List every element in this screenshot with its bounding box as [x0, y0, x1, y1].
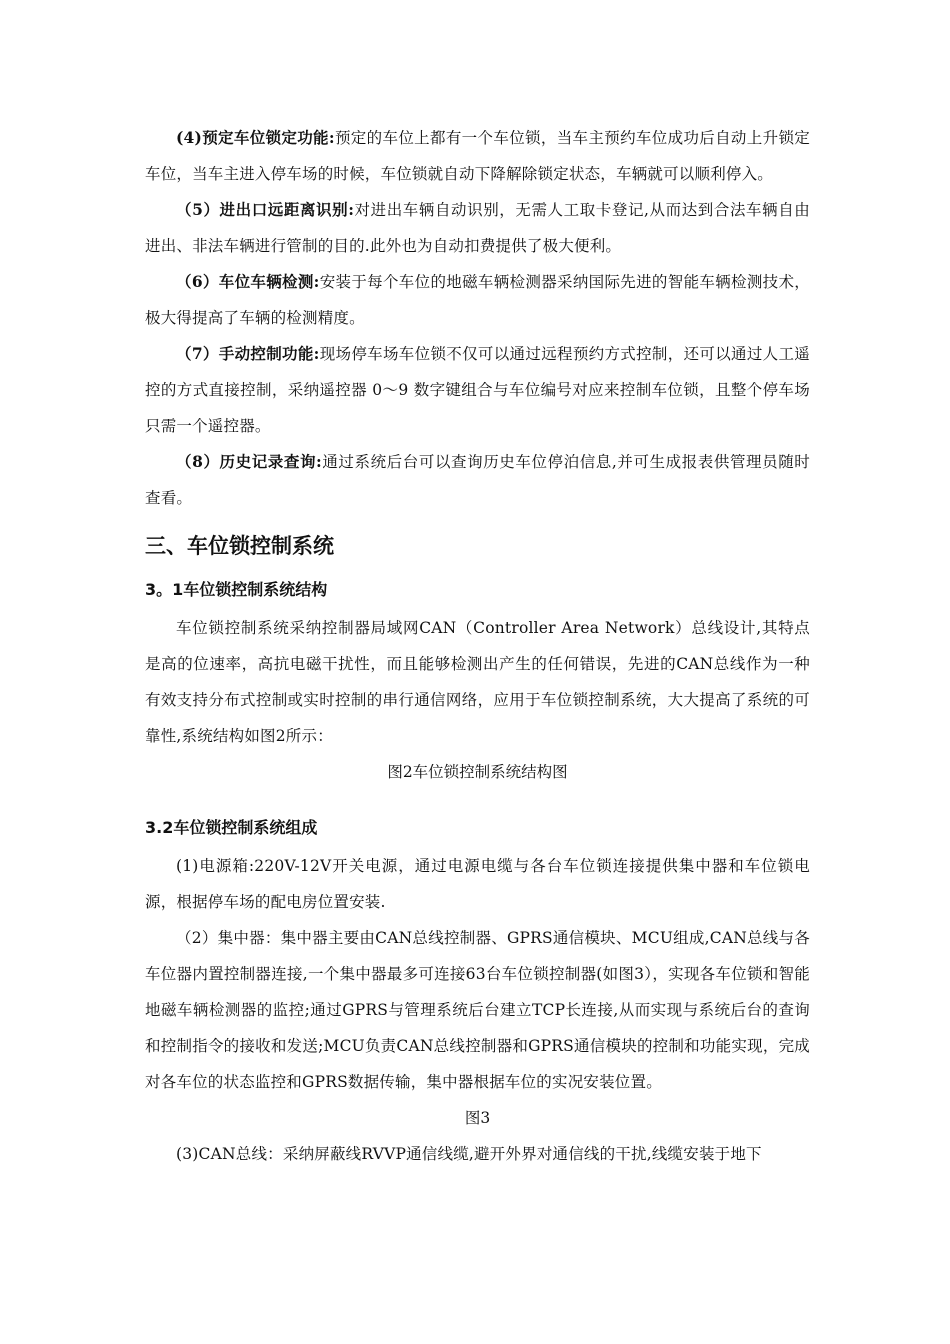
paragraph-system-structure: 车位锁控制系统采纳控制器局域网CAN（Controller Area Network）总线设计,其特点是高的位速率，高抗电磁干扰性，而且能够检测出产生的任何错误，先进的CAN总线作为一种有效支持分布式控制或实时控制的串行通信网络，应用于车位锁控制系统，大大提高了系统的可靠性,系统结构如图2所示：: [145, 619, 810, 745]
paragraph-label: （8）历史记录查询:: [176, 452, 322, 471]
paragraph-power-box: (1)电源箱:220V-12V开关电源，通过电源电缆与各台车位锁连接提供集中器和车位锁电源，根据停车场的配电房位置安装.: [145, 857, 810, 911]
section-heading: 三、车位锁控制系统: [145, 534, 334, 558]
paragraph-text: 安装于每个车位的地磁车辆检测器采纳国际先进的智能车辆检测技术，极大得提高了车辆的检测精度。: [145, 273, 811, 327]
spacer: [145, 790, 810, 808]
paragraph-text: 预定的车位上都有一个车位锁，当车主预约车位成功后自动上升锁定车位，当车主进入停车场的时候，车位锁就自动下降解除锁定状态，车辆就可以顺利停入。: [145, 129, 810, 183]
figure-2-caption: 图2车位锁控制系统结构图: [387, 763, 568, 781]
document-page: [145, 120, 810, 1172]
subsection-heading-composition: 3.2车位锁控制系统组成: [145, 818, 318, 837]
paragraph-concentrator: （2）集中器：集中器主要由CAN总线控制器、GPRS通信模块、MCU组成,CAN总线与各车位器内置控制器连接,一个集中器最多可连接63台车位锁控制器(如图3），实现各车位锁和智能地磁车辆检测器的监控;通过GPRS与管理系统后台建立TCP长连接,从而实现与系统后台的查询和控制指令的接收和发送;MCU负责CAN总线控制器和GPRS通信模块的控制和功能实现，完成对各车位的状态监控和GPRS数据传输，集中器根据车位的实况安装位置。: [145, 929, 810, 1091]
paragraph-remote-recognition: [145, 192, 810, 264]
paragraph-text: 现场停车场车位锁不仅可以通过远程预约方式控制，还可以通过人工遥控的方式直接控制，采纳遥控器 0～9 数字键组合与车位编号对应来控制车位锁，且整个停车场只需一个遥控器。: [145, 345, 811, 435]
paragraph-booking-lock: [145, 120, 810, 192]
paragraph-label: (4)预定车位锁定功能:: [176, 128, 335, 147]
paragraph-label: （7）手动控制功能:: [176, 344, 320, 363]
paragraph-label: （6）车位车辆检测:: [176, 272, 320, 291]
paragraph-text: 对进出车辆自动识别，无需人工取卡登记,从而达到合法车辆自由进出、非法车辆进行管制的目的.此外也为自动扣费提供了极大便利。: [145, 201, 810, 255]
paragraph-history-query: [145, 444, 810, 516]
paragraph-manual-control: [145, 336, 810, 444]
paragraph-label: （5）进出口远距离识别:: [176, 200, 355, 219]
paragraph-can-bus: (3)CAN总线：采纳屏蔽线RVVP通信线缆,避开外界对通信线的干扰,线缆安装于地下: [176, 1145, 762, 1163]
paragraph-text: 通过系统后台可以查询历史车位停泊信息,并可生成报表供管理员随时查看。: [145, 453, 810, 507]
figure-3-caption: 图3: [464, 1109, 491, 1127]
subsection-heading-structure: 3。1车位锁控制系统结构: [145, 580, 328, 599]
paragraph-vehicle-detection: [145, 264, 810, 336]
